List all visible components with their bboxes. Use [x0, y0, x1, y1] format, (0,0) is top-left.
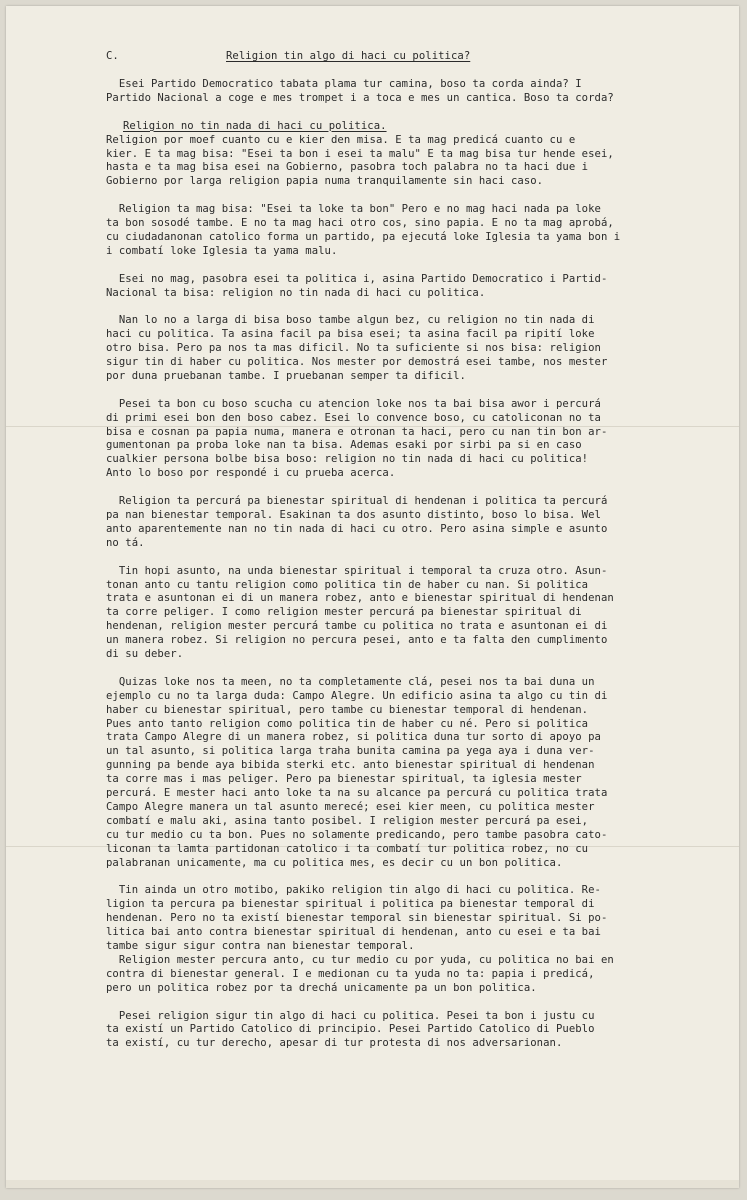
page-content: [106, 50, 681, 1065]
paragraph: [106, 565, 681, 662]
text-line: ligion ta percura pa bienestar spiritual i politica pa bienestar temporal di: [106, 898, 595, 911]
text-line: haci cu politica. Ta asina facil pa bisa esei; ta asina facil pa ripití loke: [106, 328, 595, 341]
text-line: hendenan, religion mester percurá tambe cu politica no trata e asuntonan ei di: [106, 620, 608, 633]
text-line: ta corre peliger. I como religion mester percurá pa bienestar spiritual di: [106, 606, 582, 619]
document-body: [106, 78, 681, 1051]
paragraph: [106, 398, 681, 481]
text-line: trata e asuntonan ei di un manera robez, anto e bienestar spiritual di hendenan: [106, 592, 614, 605]
text-line: palabranan unicamente, ma cu politica mes, es decir cu un bon politica.: [106, 856, 563, 869]
text-line: ta bon sosodé tambe. E no ta mag haci otro cos, sino papia. E no ta mag aprobá,: [106, 217, 614, 230]
text-line: trata Campo Alegre di un manera robez, si politica duna tur sorto di apoyo pa: [106, 731, 601, 744]
paragraph: [106, 78, 681, 106]
text-line: Religion ta percurá pa bienestar spiritual di hendenan i politica ta percurá: [106, 495, 608, 508]
text-line: no tá.: [106, 536, 145, 549]
paragraph: [106, 273, 681, 301]
text-line: Esei no mag, pasobra esei ta politica i, asina Partido Democratico i Partid-: [106, 272, 608, 285]
text-line: Tin ainda un otro motibo, pakiko religion tin algo di haci cu politica. Re-: [106, 884, 601, 897]
text-line: Esei Partido Democratico tabata plama tur camina, boso ta corda ainda? I: [106, 78, 582, 90]
text-line: Religion mester percura anto, cu tur medio cu por yuda, cu politica no bai en: [106, 953, 614, 966]
text-line: haber cu bienestar spiritual, pero tambe cu bienestar temporal di hendenan.: [106, 703, 589, 716]
text-line: litica bai anto contra bienestar spiritual di hendenan, anto cu esei e ta bai: [106, 926, 601, 939]
text-line: anto aparentemente nan no tin nada di haci cu otro. Pero asina simple e asunto: [106, 522, 608, 535]
text-line: cu tur medio cu ta bon. Pues no solamente predicando, pero tambe pasobra cato-: [106, 828, 608, 841]
text-line: Pues anto tanto religion como politica tin de haber cu né. Pero si politica: [106, 717, 589, 730]
text-line: Religion por moef cuanto cu e kier den misa. E ta mag predicá cuanto cu e: [106, 133, 576, 146]
paragraph: [106, 676, 681, 871]
text-line: Anto lo boso por respondé i cu prueba acerca.: [106, 467, 396, 480]
text-line: Partido Nacional a coge e mes trompet i a toca e mes un cantica. Boso ta corda?: [106, 91, 614, 104]
text-line: Quizas loke nos ta meen, no ta completamente clá, pesei nos ta bai duna un: [106, 675, 595, 688]
text-line: un manera robez. Si religion no percura pesei, anto e ta falta den cumplimento: [106, 634, 608, 647]
paragraph: [106, 495, 681, 551]
page-header: [106, 50, 681, 64]
section-letter: C.: [106, 50, 119, 62]
text-line: percurá. E mester haci anto loke ta na su alcance pa percurá cu politica trata: [106, 787, 608, 800]
text-line: combatí e malu aki, asina tanto posibel. I religion mester percurá pa esei,: [106, 814, 589, 827]
text-line: di primi esei bon den boso cabez. Esei lo convence boso, cu catoliconan no ta: [106, 411, 601, 424]
text-line: cu ciudadanonan catolico forma un partido, pa ejecutá loke Iglesia ta yama bon i: [106, 230, 621, 243]
paragraph: [106, 120, 681, 190]
typed-page: [6, 6, 739, 1188]
text-line: Gobierno por larga religion papia numa tranquilamente sin haci caso.: [106, 175, 544, 188]
text-line: i combatí loke Iglesia ta yama malu.: [106, 244, 338, 257]
text-line: tonan anto cu tantu religion como politica tin de haber cu nan. Si politica: [106, 578, 589, 591]
text-line: Tin hopi asunto, na unda bienestar spiritual i temporal ta cruza otro. Asun-: [106, 564, 608, 577]
text-line: bisa e cosnan pa papia numa, manera e otronan ta haci, pero cu nan tin bon ar-: [106, 425, 608, 438]
text-line: ta existí, cu tur derecho, apesar di tur protesta di nos adversarionan.: [106, 1037, 563, 1050]
text-line: un tal asunto, si politica larga traha bunita camina pa yega aya i duna ver-: [106, 745, 595, 758]
text-line: di su deber.: [106, 648, 184, 661]
text-line: gumentonan pa proba loke nan ta bisa. Ademas esaki por sirbi pa si en caso: [106, 439, 582, 452]
text-line: cualkier persona bolbe bisa boso: religion no tin nada di haci cu politica!: [106, 453, 589, 466]
page-title: Religion tin algo di haci cu politica?: [226, 50, 471, 62]
text-line: sigur tin di haber cu politica. Nos mester por demostrá esei tambe, nos mester: [106, 356, 608, 369]
paragraph: [106, 314, 681, 384]
text-line: Nan lo no a larga di bisa boso tambe algun bez, cu religion no tin nada di: [106, 314, 595, 327]
page-edge: [6, 1180, 739, 1188]
paragraph: [106, 203, 681, 259]
paragraph: [106, 884, 681, 954]
paragraph-heading: Religion no tin nada di haci cu politica.: [123, 119, 387, 132]
text-line: Pesei ta bon cu boso scucha cu atencion loke nos ta bai bisa awor i percurá: [106, 397, 601, 410]
text-line: tambe sigur sigur contra nan bienestar temporal.: [106, 940, 415, 953]
text-line: ta corre mas i mas peliger. Pero pa bienestar spiritual, ta iglesia mester: [106, 773, 582, 786]
text-line: Campo Alegre manera un tal asunto mereсé; esei kier meen, cu politica mester: [106, 801, 595, 813]
text-line: Pesei religion sigur tin algo di haci cu politica. Pesei ta bon i justu cu: [106, 1009, 595, 1022]
text-line: pero un politica robez por ta drechá unicamente pa un bon politica.: [106, 981, 537, 994]
text-line: pa nan bienestar temporal. Esakinan ta dos asunto distinto, boso lo bisa. Wel: [106, 509, 601, 521]
text-line: contra di bienestar general. I e medionan cu ta yuda no ta: papia i predicá,: [106, 967, 595, 980]
paragraph: [106, 1010, 681, 1052]
text-line: por duna pruebanan tambe. I pruebanan semper ta dificil.: [106, 369, 466, 382]
text-line: hendenan. Pero no ta existí bienestar temporal sin bienestar spiritual. Si po-: [106, 912, 608, 925]
text-line: Nacional ta bisa: religion no tin nada di haci cu politica.: [106, 286, 486, 299]
text-line: gunning pa bende aya bibida sterki etc. anto bienestar spiritual di hendenan: [106, 759, 595, 772]
text-line: liconan ta lamta partidonan catolico i ta combatí tur politica robez, no cu: [106, 842, 589, 855]
paragraph: [106, 954, 681, 996]
text-line: ta existí un Partido Catolico di principio. Pesei Partido Catolico di Pueblo: [106, 1023, 595, 1036]
text-line: hasta e ta mag bisa esei na Gobierno, pasobra toch palabra no ta haci due i: [106, 161, 589, 174]
text-line: kier. E ta mag bisa: "Esei ta bon i esei ta malu" E ta mag bisa tur hende esei,: [106, 147, 614, 160]
text-line: ejemplo cu no ta larga duda: Campo Alegre. Un edificio asina ta algo cu tin di: [106, 689, 608, 702]
text-line: otro bisa. Pero pa nos ta mas dificil. No ta suficiente si nos bisa: religion: [106, 342, 601, 355]
text-line: Religion ta mag bisa: "Esei ta loke ta bon" Pero e no mag haci nada pa loke: [106, 203, 601, 216]
